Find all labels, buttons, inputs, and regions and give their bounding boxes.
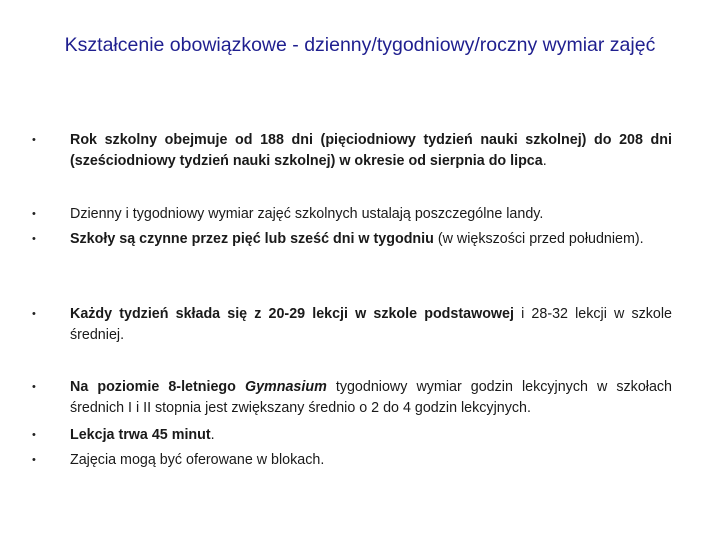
item-text — [70, 229, 672, 250]
bullet-icon: • — [32, 208, 36, 220]
item-text — [70, 204, 672, 225]
plain-text: . — [210, 427, 215, 443]
plain-text: tygodniowy wymiar godzin lekcyjnych w szkołach średnich I i II stopnia jest zwiększany średnio o 2 do 4 godzin lekcyjnych. — [70, 379, 672, 416]
bullet-icon: • — [32, 381, 36, 393]
bullet-icon: • — [32, 308, 36, 320]
item-text — [70, 377, 672, 418]
bullet-icon: • — [32, 134, 36, 146]
plain-text: . — [542, 152, 547, 169]
plain-text: Dzienny i tygodniowy wymiar zajęć szkolnych ustalają poszczególne landy. — [70, 206, 544, 222]
item-text — [70, 450, 672, 471]
italic-term: Gymnasium — [244, 379, 327, 395]
item-text — [70, 425, 672, 446]
emphasis-text: Każdy tydzień składa się z 20-29 lekcji w szkole podstawowej — [70, 306, 514, 322]
plain-text: i 28-32 lekcji w szkole średniej. — [70, 306, 672, 343]
emphasis-text: Rok szkolny obejmuje od 188 dni (pięciodniowy tydzień nauki szkolnej) do 208 dni (sześciodniowy tydzień nauki szkolnej) w okresie od sierpnia do lipca — [70, 132, 672, 169]
plain-text: Zajęcia mogą być oferowane w blokach. — [70, 452, 325, 468]
item-text — [70, 130, 672, 171]
bullet-icon: • — [32, 233, 36, 245]
bullet-icon: • — [32, 429, 36, 441]
emphasis-text: Szkoły są czynne przez pięć lub sześć dni w tygodniu — [70, 231, 434, 247]
emphasis-text: Na poziomie 8-letniego — [70, 379, 245, 395]
item-text — [70, 304, 672, 345]
emphasis-text: Lekcja trwa 45 minut — [70, 427, 211, 443]
bullet-icon: • — [32, 454, 36, 466]
slide-title: Kształcenie obowiązkowe - dzienny/tygodniowy/roczny wymiar zajęć — [64, 34, 656, 56]
plain-text: (w większości przed południem). — [433, 231, 644, 247]
